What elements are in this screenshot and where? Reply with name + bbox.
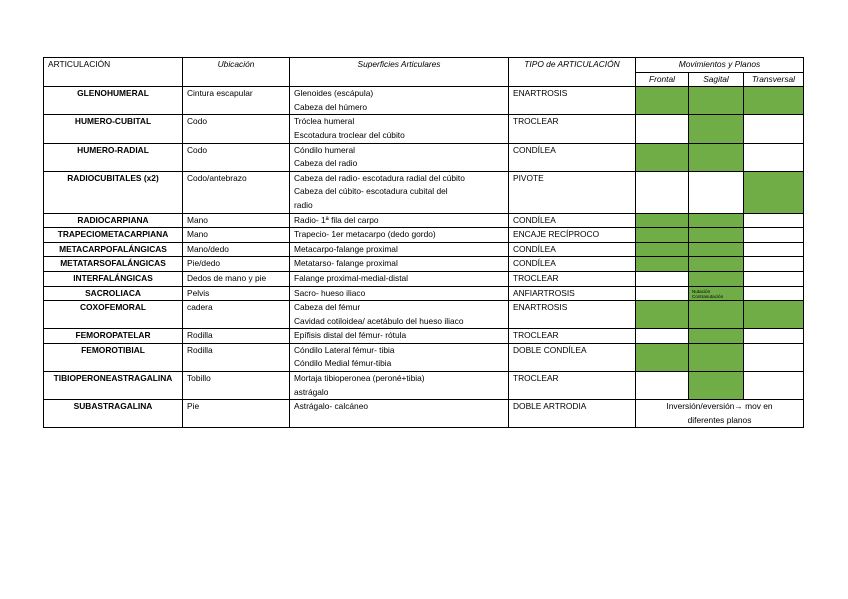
table-body xyxy=(44,87,804,428)
joint-location: Mano xyxy=(183,228,290,243)
joint-type: TROCLEAR xyxy=(509,329,636,344)
plane-cell-transversal xyxy=(744,143,804,171)
plane-cell-transversal xyxy=(744,242,804,257)
joint-location: Pie/dedo xyxy=(183,257,290,272)
plane-cell-sagital xyxy=(689,171,744,213)
joints-table-sheet xyxy=(43,57,804,428)
header-plane-transversal: Transversal xyxy=(744,72,804,87)
plane-cell-sagital xyxy=(689,213,744,228)
joint-type: CONDÍLEA xyxy=(509,213,636,228)
surface-line: Falange proximal-medial-distal xyxy=(294,272,409,283)
joint-name: SUBASTRAGALINA xyxy=(44,400,183,428)
joint-location: cadera xyxy=(183,301,290,329)
plane-cell-frontal xyxy=(636,329,689,344)
joint-type: CONDÍLEA xyxy=(509,242,636,257)
joints-table xyxy=(43,57,804,428)
table-row xyxy=(44,171,804,213)
plane-cell-sagital xyxy=(689,286,744,301)
plane-cell-sagital xyxy=(689,271,744,286)
table-row xyxy=(44,400,804,428)
table-row xyxy=(44,228,804,243)
surface-line: Cabeza del radio- escotadura radial del cúbito xyxy=(294,172,465,183)
joint-name: FEMOROPATELAR xyxy=(44,329,183,344)
joint-name: HUMERO-CUBITAL xyxy=(44,115,183,143)
joint-surfaces xyxy=(290,143,509,171)
table-row xyxy=(44,271,804,286)
joint-location: Codo xyxy=(183,143,290,171)
surface-line: Cavidad cotiloidea/ acetábulo del hueso iliaco xyxy=(294,315,464,326)
joint-surfaces xyxy=(290,242,509,257)
plane-cell-transversal xyxy=(744,286,804,301)
joint-type: ENARTROSIS xyxy=(509,301,636,329)
surface-line: Metatarso- falange proximal xyxy=(294,258,398,269)
joint-name: TRAPECIOMETACARPIANA xyxy=(44,228,183,243)
surface-line: radio xyxy=(294,199,313,210)
joint-location: Pelvis xyxy=(183,286,290,301)
joint-surfaces xyxy=(290,228,509,243)
joint-surfaces xyxy=(290,286,509,301)
surface-line: Escotadura troclear del cúbito xyxy=(294,129,405,140)
table-row xyxy=(44,115,804,143)
joint-name: SACROLIACA xyxy=(44,286,183,301)
surface-line: Epífisis distal del fémur- rótula xyxy=(294,330,407,341)
table-row xyxy=(44,242,804,257)
surface-line: Trapecio- 1er metacarpo (dedo gordo) xyxy=(294,229,436,240)
surface-line: Astrágalo- calcáneo xyxy=(294,401,369,412)
surface-line: Sacro- hueso iliaco xyxy=(294,287,366,298)
header-plane-frontal: Frontal xyxy=(636,72,689,87)
joint-surfaces xyxy=(290,257,509,272)
surface-line: Cabeza del húmero xyxy=(294,101,368,112)
header-location: Ubicación xyxy=(183,58,290,87)
joint-surfaces xyxy=(290,115,509,143)
plane-cell-transversal xyxy=(744,343,804,371)
surface-line: Cóndilo humeral xyxy=(294,144,355,155)
plane-cell-frontal xyxy=(636,271,689,286)
plane-cell-transversal xyxy=(744,271,804,286)
joint-location: Tobillo xyxy=(183,372,290,400)
plane-cell-frontal xyxy=(636,372,689,400)
header-plane-sagital: Sagital xyxy=(689,72,744,87)
surface-line: Glenoides (escápula) xyxy=(294,88,374,99)
joint-surfaces xyxy=(290,329,509,344)
joint-location: Rodilla xyxy=(183,343,290,371)
joint-location: Pie xyxy=(183,400,290,428)
plane-cell-sagital xyxy=(689,301,744,329)
plane-cell-frontal xyxy=(636,286,689,301)
joint-type: TROCLEAR xyxy=(509,271,636,286)
header-movements: Movimientos y Planos xyxy=(636,58,804,73)
joint-location: Codo xyxy=(183,115,290,143)
table-row xyxy=(44,143,804,171)
joint-surfaces xyxy=(290,372,509,400)
surface-line: Cóndilo Medial fémur-tibia xyxy=(294,358,392,369)
header-type: TIPO de ARTICULACIÓN xyxy=(509,58,636,87)
joint-name: HUMERO-RADIAL xyxy=(44,143,183,171)
plane-cell-transversal xyxy=(744,329,804,344)
table-row xyxy=(44,286,804,301)
plane-cell-frontal xyxy=(636,143,689,171)
table-row xyxy=(44,372,804,400)
table-row xyxy=(44,87,804,115)
joint-location: Cintura escapular xyxy=(183,87,290,115)
movement-note xyxy=(636,400,804,428)
joint-type: CONDÍLEA xyxy=(509,143,636,171)
plane-cell-transversal xyxy=(744,87,804,115)
joint-name: INTERFALÁNGICAS xyxy=(44,271,183,286)
joint-name: COXOFEMORAL xyxy=(44,301,183,329)
surface-line: Metacarpo-falange proximal xyxy=(294,243,398,254)
joint-name: GLENOHUMERAL xyxy=(44,87,183,115)
plane-note: Nutación xyxy=(692,288,711,294)
joint-location: Mano xyxy=(183,213,290,228)
surface-line: Cabeza del cúbito- escotadura cubital del xyxy=(294,186,448,197)
plane-cell-sagital xyxy=(689,329,744,344)
joint-type: TROCLEAR xyxy=(509,372,636,400)
movement-note-line: Inversión/eversión→ mov en xyxy=(666,401,773,412)
header-row-top xyxy=(44,58,804,73)
header-surfaces: Superficies Articulares xyxy=(290,58,509,87)
joint-location: Codo/antebrazo xyxy=(183,171,290,213)
joint-name: RADIOCARPIANA xyxy=(44,213,183,228)
joint-name: FEMOROTIBIAL xyxy=(44,343,183,371)
joint-type: DOBLE CONDÍLEA xyxy=(509,343,636,371)
surface-line: Mortaja tibioperonea (peroné+tibia) xyxy=(294,373,425,384)
joint-type: ENCAJE RECÍPROCO xyxy=(509,228,636,243)
plane-cell-frontal xyxy=(636,257,689,272)
joint-type: DOBLE ARTRODIA xyxy=(509,400,636,428)
surface-line: Tróclea humeral xyxy=(294,116,355,127)
header-joint: ARTICULACIÓN xyxy=(44,58,183,87)
plane-cell-frontal xyxy=(636,242,689,257)
table-row xyxy=(44,343,804,371)
surface-line: Radio- 1ª fila del carpo xyxy=(294,214,379,225)
plane-cell-sagital xyxy=(689,242,744,257)
plane-cell-sagital xyxy=(689,372,744,400)
joint-surfaces xyxy=(290,271,509,286)
table-row xyxy=(44,301,804,329)
joint-surfaces xyxy=(290,400,509,428)
plane-cell-sagital xyxy=(689,228,744,243)
plane-cell-frontal xyxy=(636,115,689,143)
plane-cell-sagital xyxy=(689,343,744,371)
surface-line: Cóndilo Lateral fémur- tibia xyxy=(294,344,395,355)
joint-type: CONDÍLEA xyxy=(509,257,636,272)
plane-cell-frontal xyxy=(636,87,689,115)
table-row xyxy=(44,213,804,228)
joint-surfaces xyxy=(290,87,509,115)
joint-name: TIBIOPERONEASTRAGALINA xyxy=(44,372,183,400)
joint-surfaces xyxy=(290,343,509,371)
joint-type: ANFIARTROSIS xyxy=(509,286,636,301)
movement-note-line: diferentes planos xyxy=(687,414,752,425)
plane-cell-frontal xyxy=(636,213,689,228)
table-row xyxy=(44,257,804,272)
joint-surfaces xyxy=(290,171,509,213)
joint-type: TROCLEAR xyxy=(509,115,636,143)
surface-line: astrágalo xyxy=(294,386,329,397)
plane-cell-transversal xyxy=(744,301,804,329)
joint-type: PIVOTE xyxy=(509,171,636,213)
joint-surfaces xyxy=(290,213,509,228)
plane-cell-transversal xyxy=(744,213,804,228)
plane-cell-transversal xyxy=(744,228,804,243)
plane-cell-sagital xyxy=(689,115,744,143)
plane-cell-transversal xyxy=(744,115,804,143)
plane-note: Contranutación xyxy=(692,294,724,300)
plane-cell-transversal xyxy=(744,171,804,213)
joint-surfaces xyxy=(290,301,509,329)
plane-cell-frontal xyxy=(636,301,689,329)
plane-cell-frontal xyxy=(636,171,689,213)
surface-line: Cabeza del radio xyxy=(294,158,358,169)
joint-name: METATARSOFALÁNGICAS xyxy=(44,257,183,272)
joint-location: Rodilla xyxy=(183,329,290,344)
plane-cell-sagital xyxy=(689,257,744,272)
plane-cell-frontal xyxy=(636,228,689,243)
table-row xyxy=(44,329,804,344)
joint-type: ENARTROSIS xyxy=(509,87,636,115)
plane-cell-sagital xyxy=(689,87,744,115)
joint-name: METACARPOFALÁNGICAS xyxy=(44,242,183,257)
surface-line: Cabeza del fémur xyxy=(294,302,361,313)
plane-cell-transversal xyxy=(744,257,804,272)
joint-location: Mano/dedo xyxy=(183,242,290,257)
plane-cell-sagital xyxy=(689,143,744,171)
plane-cell-transversal xyxy=(744,372,804,400)
joint-name: RADIOCUBITALES (x2) xyxy=(44,171,183,213)
joint-location: Dedos de mano y pie xyxy=(183,271,290,286)
plane-cell-frontal xyxy=(636,343,689,371)
